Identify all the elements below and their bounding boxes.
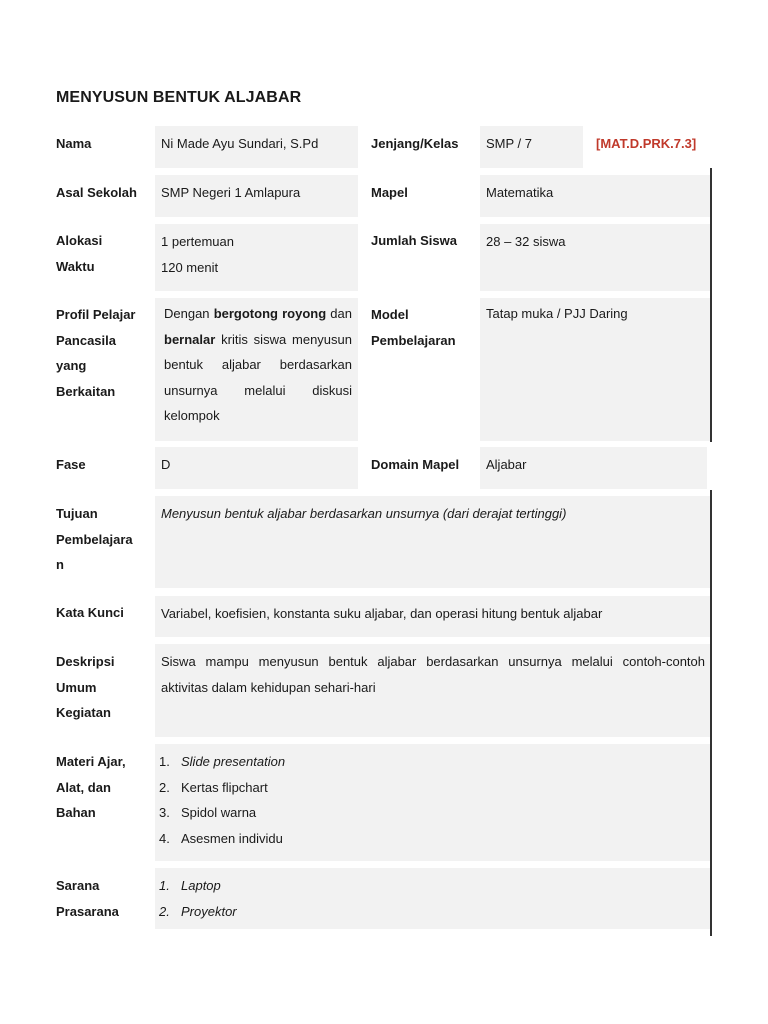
value-fase bbox=[155, 447, 358, 489]
value-nama bbox=[155, 126, 358, 168]
label-alokasi-waktu bbox=[56, 228, 102, 279]
label-domain-mapel: Domain Mapel bbox=[371, 457, 460, 472]
list-text: Slide presentation bbox=[181, 754, 286, 769]
label-profil-1: Profil Pelajar bbox=[56, 307, 136, 322]
competency-code: [MAT.D.PRK.7.3] bbox=[596, 136, 697, 151]
profil-part-c: dan bbox=[326, 306, 352, 321]
label-alokasi: Alokasi bbox=[56, 233, 103, 248]
value-jenjang-text: SMP / 7 bbox=[486, 136, 533, 151]
value-tujuan-text: Menyusun bentuk aljabar berdasarkan unsurnya (dari derajat tertinggi) bbox=[161, 506, 567, 521]
value-domain-mapel bbox=[480, 447, 707, 489]
label-deskripsi-3: Kegiatan bbox=[56, 705, 111, 720]
list-item bbox=[159, 899, 707, 925]
value-tujuan-pembelajaran bbox=[155, 496, 711, 588]
value-sarana-prasarana bbox=[155, 868, 711, 929]
label-jumlah-siswa: Jumlah Siswa bbox=[371, 233, 457, 248]
value-profil-text bbox=[164, 301, 352, 429]
label-sarana-prasarana bbox=[56, 873, 119, 924]
page-title: MENYUSUN BENTUK ALJABAR bbox=[56, 89, 302, 106]
value-alokasi-1: 1 pertemuan bbox=[161, 234, 234, 249]
value-jenjang bbox=[480, 126, 583, 168]
profil-part-b: bergotong royong bbox=[213, 306, 327, 321]
list-item bbox=[159, 826, 707, 852]
label-sarana-1: Sarana bbox=[56, 878, 100, 893]
label-tujuan-3: n bbox=[56, 557, 64, 572]
list-number: 2. bbox=[159, 779, 170, 795]
value-model-pembelajaran bbox=[480, 298, 710, 441]
label-nama: Nama bbox=[56, 136, 92, 151]
list-number: 1. bbox=[159, 878, 170, 893]
value-deskripsi-umum bbox=[155, 644, 711, 737]
value-domain-text: Aljabar bbox=[486, 457, 527, 472]
label-tujuan-1: Tujuan bbox=[56, 506, 98, 521]
list-number: 1. bbox=[159, 754, 170, 769]
label-kata-kunci: Kata Kunci bbox=[56, 605, 124, 620]
value-kata-kunci-text: Variabel, koefisien, konstanta suku aljabar, dan operasi hitung bentuk aljabar bbox=[161, 606, 603, 621]
sarana-list bbox=[159, 873, 707, 924]
materi-list bbox=[159, 749, 707, 851]
label-fase: Fase bbox=[56, 457, 86, 472]
label-deskripsi-umum bbox=[56, 649, 115, 726]
value-alokasi-2: 120 menit bbox=[161, 259, 219, 275]
list-item bbox=[159, 749, 707, 775]
value-asal-sekolah bbox=[155, 175, 358, 217]
list-number: 2. bbox=[159, 903, 170, 919]
value-jumlah-siswa bbox=[480, 224, 710, 291]
table-border-right-lower bbox=[710, 490, 712, 936]
list-item bbox=[159, 800, 707, 826]
label-tujuan-pembelajaran bbox=[56, 501, 133, 578]
label-asal-sekolah: Asal Sekolah bbox=[56, 185, 137, 200]
label-model-pembelajaran bbox=[371, 302, 456, 353]
label-sarana-2: Prasarana bbox=[56, 903, 119, 919]
label-materi-ajar bbox=[56, 749, 126, 826]
label-profil-4: Berkaitan bbox=[56, 383, 116, 399]
list-text: Asesmen individu bbox=[181, 830, 283, 846]
label-waktu: Waktu bbox=[56, 258, 95, 274]
value-asal-sekolah-text: SMP Negeri 1 Amlapura bbox=[161, 185, 301, 200]
value-mapel-text: Matematika bbox=[486, 185, 554, 200]
profil-part-e: kritis siswa menyusun bentuk aljabar berdasarkan unsurnya melalui diskusi kelompok bbox=[164, 331, 352, 423]
list-text: Spidol warna bbox=[181, 805, 257, 820]
label-jenjang: Jenjang/Kelas bbox=[371, 136, 459, 151]
value-alokasi-waktu bbox=[155, 224, 358, 291]
list-number: 4. bbox=[159, 830, 170, 846]
label-materi-3: Bahan bbox=[56, 805, 96, 820]
label-deskripsi-1: Deskripsi bbox=[56, 654, 115, 669]
label-mapel: Mapel bbox=[371, 185, 408, 200]
label-profil-3: yang bbox=[56, 358, 87, 373]
value-fase-text: D bbox=[161, 457, 171, 472]
list-item bbox=[159, 873, 707, 899]
list-text: Kertas flipchart bbox=[181, 779, 268, 795]
list-text: Laptop bbox=[181, 878, 221, 893]
label-model-1: Model bbox=[371, 307, 409, 322]
value-nama-text: Ni Made Ayu Sundari, S.Pd bbox=[161, 136, 319, 151]
value-materi-ajar bbox=[155, 744, 711, 861]
label-deskripsi-2: Umum bbox=[56, 679, 97, 695]
value-profil-pelajar bbox=[155, 298, 358, 441]
label-tujuan-2: Pembelajara bbox=[56, 531, 133, 547]
profil-part-a: Dengan bbox=[164, 306, 214, 321]
label-materi-2: Alat, dan bbox=[56, 779, 111, 795]
list-number: 3. bbox=[159, 805, 170, 820]
list-text: Proyektor bbox=[181, 903, 237, 919]
value-jumlah-siswa-text: 28 – 32 siswa bbox=[486, 234, 566, 249]
value-mapel bbox=[480, 175, 710, 217]
label-materi-1: Materi Ajar, bbox=[56, 754, 126, 769]
label-profil-2: Pancasila bbox=[56, 332, 116, 348]
label-model-2: Pembelajaran bbox=[371, 332, 456, 348]
profil-part-d: bernalar bbox=[164, 331, 216, 347]
label-profil-pelajar bbox=[56, 302, 135, 404]
value-model-text: Tatap muka / PJJ Daring bbox=[486, 306, 628, 321]
table-border-right-upper bbox=[710, 168, 712, 442]
value-deskripsi-text: Siswa mampu menyusun bentuk aljabar berdasarkan unsurnya melalui contoh-contoh aktivitas dalam kehidupan sehari-hari bbox=[161, 654, 705, 695]
list-item bbox=[159, 775, 707, 801]
value-kata-kunci bbox=[155, 596, 711, 637]
